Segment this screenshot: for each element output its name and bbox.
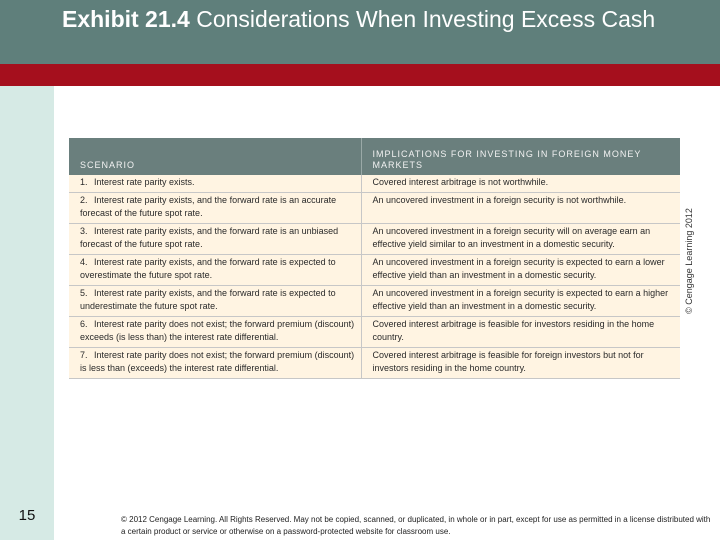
- scenario-text: Interest rate parity does not exist; the forward premium (discount) is less than (exceeds) the interest rate differential.: [80, 350, 355, 373]
- table-row: [69, 317, 680, 348]
- column-header-implications: IMPLICATIONS FOR INVESTING IN FOREIGN MONEY MARKETS: [361, 138, 680, 175]
- scenario-text: Interest rate parity does not exist; the forward premium (discount) exceeds (is less than) the interest rate differential.: [80, 319, 355, 342]
- row-number: 4.: [80, 257, 88, 267]
- table-header-row: [69, 138, 680, 175]
- copyright-notice: © 2012 Cengage Learning. All Rights Reserved. May not be copied, scanned, or duplicated, in whole or in part, except for use as permitted in a license distributed with a certain product or service or otherwise on a password-protected website for classroom use.: [121, 515, 711, 536]
- scenario-text: Interest rate parity exists, and the forward rate is an unbiased forecast of the future spot rate.: [80, 226, 339, 249]
- row-number: 5.: [80, 288, 88, 298]
- scenario-cell: [69, 286, 361, 317]
- scenario-text: Interest rate parity exists, and the forward rate is expected to overestimate the future spot rate.: [80, 257, 336, 280]
- implication-cell: An uncovered investment in a foreign security is not worthwhile.: [361, 193, 680, 224]
- scenario-text: Interest rate parity exists, and the forward rate is an accurate forecast of the future spot rate.: [80, 195, 337, 218]
- row-number: 7.: [80, 350, 88, 360]
- slide-title-exhibit: Exhibit 21.4: [62, 6, 190, 32]
- title-bar: [0, 0, 720, 64]
- implication-cell: Covered interest arbitrage is feasible for investors residing in the home country.: [361, 317, 680, 348]
- page-number: 15: [18, 507, 36, 524]
- table-row: [69, 224, 680, 255]
- scenario-cell: [69, 317, 361, 348]
- implication-cell: Covered interest arbitrage is feasible for foreign investors but not for investors residing in the home country.: [361, 348, 680, 379]
- row-number: 2.: [80, 195, 88, 205]
- column-header-scenario: SCENARIO: [69, 138, 361, 175]
- side-copyright-text: © Cengage Learning 2012: [684, 208, 694, 314]
- table-row: [69, 175, 680, 193]
- table-row: [69, 286, 680, 317]
- left-strip: [0, 86, 54, 540]
- scenario-cell: [69, 193, 361, 224]
- implication-cell: An uncovered investment in a foreign security is expected to earn a lower effective yield than an investment in a domestic security.: [361, 255, 680, 286]
- scenario-cell: [69, 224, 361, 255]
- slide-title: [62, 5, 702, 34]
- scenario-text: Interest rate parity exists.: [94, 177, 195, 187]
- scenario-cell: [69, 175, 361, 193]
- row-number: 3.: [80, 226, 88, 236]
- scenario-cell: [69, 255, 361, 286]
- scenario-text: Interest rate parity exists, and the forward rate is expected to underestimate the future spot rate.: [80, 288, 336, 311]
- implication-cell: Covered interest arbitrage is not worthwhile.: [361, 175, 680, 193]
- scenario-cell: [69, 348, 361, 379]
- table-row: [69, 348, 680, 379]
- slide-title-text: Considerations When Investing Excess Cash: [196, 6, 656, 32]
- accent-bar: [0, 64, 720, 86]
- table-row: [69, 255, 680, 286]
- row-number: 6.: [80, 319, 88, 329]
- implication-cell: An uncovered investment in a foreign security will on average earn an effective yield similar to an investment in a domestic security.: [361, 224, 680, 255]
- implication-cell: An uncovered investment in a foreign security is expected to earn a higher effective yield than an investment in a domestic security.: [361, 286, 680, 317]
- exhibit-table: [69, 138, 680, 379]
- row-number: 1.: [80, 177, 88, 187]
- table-row: [69, 193, 680, 224]
- side-copyright: [680, 138, 698, 384]
